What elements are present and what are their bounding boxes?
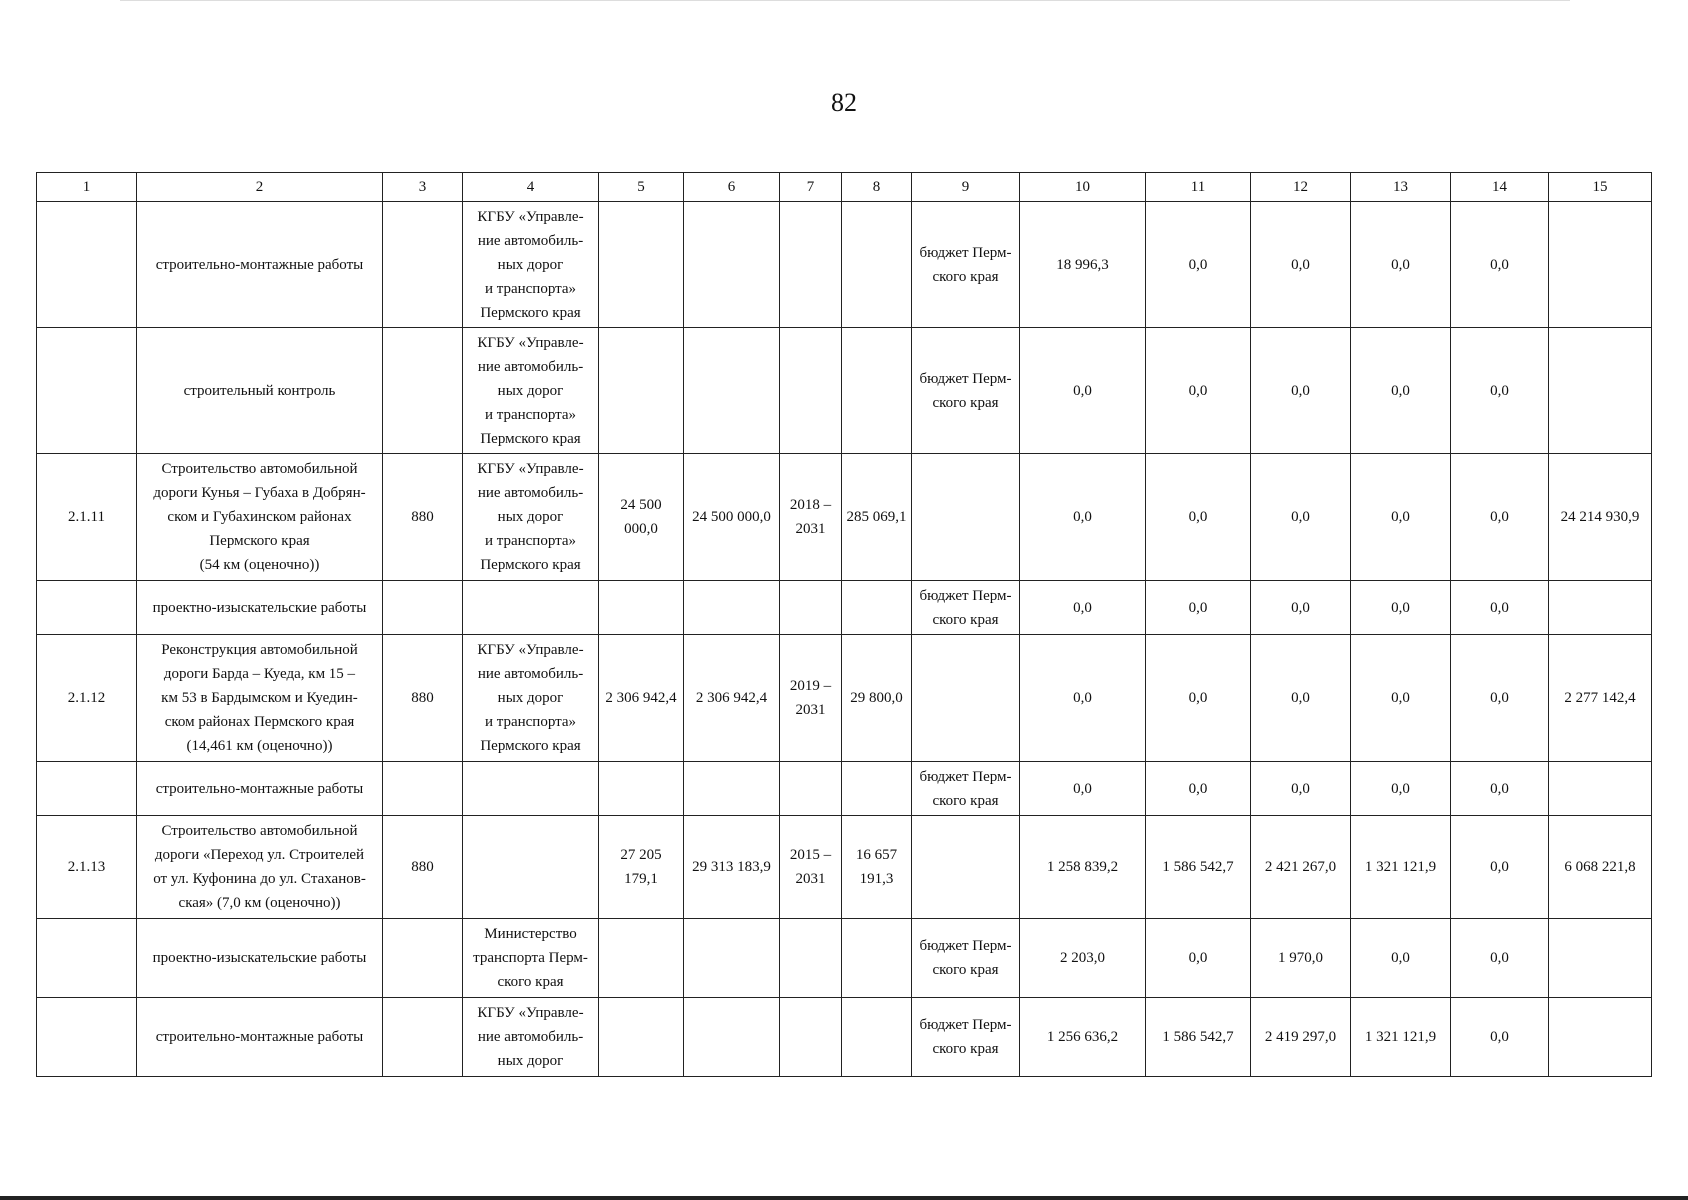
table-cell xyxy=(383,202,463,328)
table-cell xyxy=(1549,919,1652,998)
table-cell: бюджет Перм- ского края xyxy=(912,998,1020,1077)
table-cell: КГБУ «Управле- ние автомобиль- ных дорог xyxy=(463,998,599,1077)
table-cell: 27 205 179,1 xyxy=(599,816,684,919)
table-cell: 2 421 267,0 xyxy=(1251,816,1351,919)
table-cell xyxy=(684,581,780,635)
table-cell xyxy=(599,762,684,816)
table-row xyxy=(37,635,1652,762)
table-cell: 0,0 xyxy=(1451,454,1549,581)
table-cell xyxy=(684,998,780,1077)
table-cell xyxy=(599,202,684,328)
table-cell: 0,0 xyxy=(1351,328,1451,454)
table-cell xyxy=(780,202,842,328)
table-cell: 0,0 xyxy=(1451,581,1549,635)
column-number-header: 3 xyxy=(383,173,463,202)
table-cell: КГБУ «Управле- ние автомобиль- ных дорог и транспорта» Пермского края xyxy=(463,328,599,454)
table-cell xyxy=(912,816,1020,919)
table-cell: 0,0 xyxy=(1251,328,1351,454)
table-cell: 0,0 xyxy=(1351,635,1451,762)
table-row xyxy=(37,816,1652,919)
table-cell: 0,0 xyxy=(1146,581,1251,635)
table-cell xyxy=(684,328,780,454)
table-cell: 2 277 142,4 xyxy=(1549,635,1652,762)
table-cell: КГБУ «Управле- ние автомобиль- ных дорог и транспорта» Пермского края xyxy=(463,454,599,581)
table-cell: строительный контроль xyxy=(137,328,383,454)
table-cell xyxy=(383,581,463,635)
table-cell xyxy=(842,581,912,635)
table-cell: бюджет Перм- ского края xyxy=(912,581,1020,635)
column-number-header: 11 xyxy=(1146,173,1251,202)
table-cell xyxy=(383,762,463,816)
table-row xyxy=(37,762,1652,816)
table-cell: 2 203,0 xyxy=(1020,919,1146,998)
table-cell: 0,0 xyxy=(1146,454,1251,581)
table-cell: 2 419 297,0 xyxy=(1251,998,1351,1077)
table-cell: 0,0 xyxy=(1251,635,1351,762)
table-cell: 0,0 xyxy=(1020,328,1146,454)
table-cell xyxy=(383,328,463,454)
scan-edge-line xyxy=(120,0,1570,1)
table-cell xyxy=(1549,202,1652,328)
column-number-header: 4 xyxy=(463,173,599,202)
table-cell: 1 256 636,2 xyxy=(1020,998,1146,1077)
table-row xyxy=(37,202,1652,328)
table-cell xyxy=(842,998,912,1077)
table-cell: 24 214 930,9 xyxy=(1549,454,1652,581)
table-cell: 880 xyxy=(383,454,463,581)
table-cell xyxy=(463,762,599,816)
table-cell: 0,0 xyxy=(1251,762,1351,816)
column-number-header: 10 xyxy=(1020,173,1146,202)
table-row xyxy=(37,328,1652,454)
column-number-header: 13 xyxy=(1351,173,1451,202)
table-cell xyxy=(912,635,1020,762)
table-cell: бюджет Перм- ского края xyxy=(912,328,1020,454)
table-cell: 16 657 191,3 xyxy=(842,816,912,919)
header-row xyxy=(37,173,1652,202)
table-cell: 2018 – 2031 xyxy=(780,454,842,581)
table-cell xyxy=(1549,328,1652,454)
table-cell: 0,0 xyxy=(1351,919,1451,998)
table-cell: 0,0 xyxy=(1351,202,1451,328)
table-cell: проектно-изыскательские работы xyxy=(137,919,383,998)
table-cell: 0,0 xyxy=(1451,998,1549,1077)
table-cell: Строительство автомобильной дороги Кунья – Губаха в Добрян- ском и Губахинском районах Пермского края (54 км (оценочно)) xyxy=(137,454,383,581)
table-cell: КГБУ «Управле- ние автомобиль- ных дорог и транспорта» Пермского края xyxy=(463,202,599,328)
table-cell: 0,0 xyxy=(1146,202,1251,328)
table-cell xyxy=(37,919,137,998)
table-cell: 0,0 xyxy=(1020,635,1146,762)
column-number-header: 12 xyxy=(1251,173,1351,202)
table-cell: бюджет Перм- ского края xyxy=(912,762,1020,816)
column-number-header: 9 xyxy=(912,173,1020,202)
column-number-header: 5 xyxy=(599,173,684,202)
table-cell xyxy=(599,581,684,635)
column-number-header: 7 xyxy=(780,173,842,202)
table-cell: 1 321 121,9 xyxy=(1351,998,1451,1077)
table-cell: 0,0 xyxy=(1251,581,1351,635)
table-cell: 0,0 xyxy=(1451,202,1549,328)
table-cell: 0,0 xyxy=(1451,816,1549,919)
table-cell: бюджет Перм- ского края xyxy=(912,202,1020,328)
column-number-header: 6 xyxy=(684,173,780,202)
table-cell xyxy=(684,762,780,816)
table-cell: Министерство транспорта Перм- ского края xyxy=(463,919,599,998)
table-cell: 2 306 942,4 xyxy=(684,635,780,762)
table-cell: 0,0 xyxy=(1451,919,1549,998)
table-cell: 29 800,0 xyxy=(842,635,912,762)
table-cell: 1 970,0 xyxy=(1251,919,1351,998)
table-cell: 0,0 xyxy=(1451,762,1549,816)
table-cell: 0,0 xyxy=(1146,635,1251,762)
table-cell: строительно-монтажные работы xyxy=(137,202,383,328)
page-number: 82 xyxy=(831,88,857,117)
column-number-header: 8 xyxy=(842,173,912,202)
table-cell: 18 996,3 xyxy=(1020,202,1146,328)
table-cell xyxy=(37,762,137,816)
table-cell: 0,0 xyxy=(1451,328,1549,454)
table-cell: 2.1.13 xyxy=(37,816,137,919)
table-cell xyxy=(780,762,842,816)
table-cell xyxy=(463,581,599,635)
table-cell xyxy=(684,202,780,328)
table-cell: 0,0 xyxy=(1146,328,1251,454)
table-cell: бюджет Перм- ского края xyxy=(912,919,1020,998)
table-cell xyxy=(842,202,912,328)
table-cell: Реконструкция автомобильной дороги Барда – Куеда, км 15 – км 53 в Бардымском и Куедин- ском районах Пермского края (14,461 км (оценочно)) xyxy=(137,635,383,762)
table-cell: Строительство автомобильной дороги «Переход ул. Строителей от ул. Куфонина до ул. Стаханов- ская» (7,0 км (оценочно)) xyxy=(137,816,383,919)
table-cell xyxy=(1549,581,1652,635)
table-cell: 1 258 839,2 xyxy=(1020,816,1146,919)
table-cell: 0,0 xyxy=(1020,454,1146,581)
program-table xyxy=(36,172,1652,1077)
table-cell xyxy=(842,328,912,454)
table-cell: 24 500 000,0 xyxy=(599,454,684,581)
table-cell xyxy=(780,328,842,454)
table-cell xyxy=(780,998,842,1077)
table-cell xyxy=(599,998,684,1077)
table-cell xyxy=(1549,998,1652,1077)
table-cell xyxy=(37,202,137,328)
table-cell: 1 586 542,7 xyxy=(1146,998,1251,1077)
table-cell xyxy=(912,454,1020,581)
table-cell: 0,0 xyxy=(1020,581,1146,635)
table-row xyxy=(37,581,1652,635)
table-cell: строительно-монтажные работы xyxy=(137,998,383,1077)
column-number-header: 1 xyxy=(37,173,137,202)
table-cell: 2019 – 2031 xyxy=(780,635,842,762)
table-cell: 0,0 xyxy=(1251,454,1351,581)
table-cell: 2.1.12 xyxy=(37,635,137,762)
table-cell xyxy=(599,328,684,454)
table-cell xyxy=(842,919,912,998)
table-cell: 1 586 542,7 xyxy=(1146,816,1251,919)
table-row xyxy=(37,919,1652,998)
table-cell: 0,0 xyxy=(1146,919,1251,998)
table-cell: 0,0 xyxy=(1146,762,1251,816)
table-row xyxy=(37,454,1652,581)
column-number-header: 15 xyxy=(1549,173,1652,202)
table-cell xyxy=(37,998,137,1077)
table-cell: 880 xyxy=(383,816,463,919)
table-cell xyxy=(780,919,842,998)
table-cell: 2.1.11 xyxy=(37,454,137,581)
table-cell: 2015 – 2031 xyxy=(780,816,842,919)
table-cell: 0,0 xyxy=(1451,635,1549,762)
table-cell xyxy=(599,919,684,998)
table-cell: 285 069,1 xyxy=(842,454,912,581)
table-cell xyxy=(37,328,137,454)
table-cell: 0,0 xyxy=(1251,202,1351,328)
table-cell xyxy=(684,919,780,998)
table-row xyxy=(37,998,1652,1077)
table-cell: 0,0 xyxy=(1351,762,1451,816)
table-cell: 29 313 183,9 xyxy=(684,816,780,919)
table-cell: проектно-изыскательские работы xyxy=(137,581,383,635)
table-cell: КГБУ «Управле- ние автомобиль- ных дорог и транспорта» Пермского края xyxy=(463,635,599,762)
table-cell xyxy=(1549,762,1652,816)
table-cell: строительно-монтажные работы xyxy=(137,762,383,816)
table-cell xyxy=(842,762,912,816)
table-cell: 0,0 xyxy=(1351,581,1451,635)
column-number-header: 2 xyxy=(137,173,383,202)
table-cell: 6 068 221,8 xyxy=(1549,816,1652,919)
table-cell xyxy=(780,581,842,635)
table-cell: 0,0 xyxy=(1351,454,1451,581)
table-cell xyxy=(383,998,463,1077)
table-cell xyxy=(463,816,599,919)
scan-bottom-edge xyxy=(0,1196,1688,1200)
table-cell: 24 500 000,0 xyxy=(684,454,780,581)
table-cell: 880 xyxy=(383,635,463,762)
column-number-header: 14 xyxy=(1451,173,1549,202)
table-cell: 2 306 942,4 xyxy=(599,635,684,762)
table-cell: 0,0 xyxy=(1020,762,1146,816)
table-cell: 1 321 121,9 xyxy=(1351,816,1451,919)
table-cell xyxy=(383,919,463,998)
table-cell xyxy=(37,581,137,635)
